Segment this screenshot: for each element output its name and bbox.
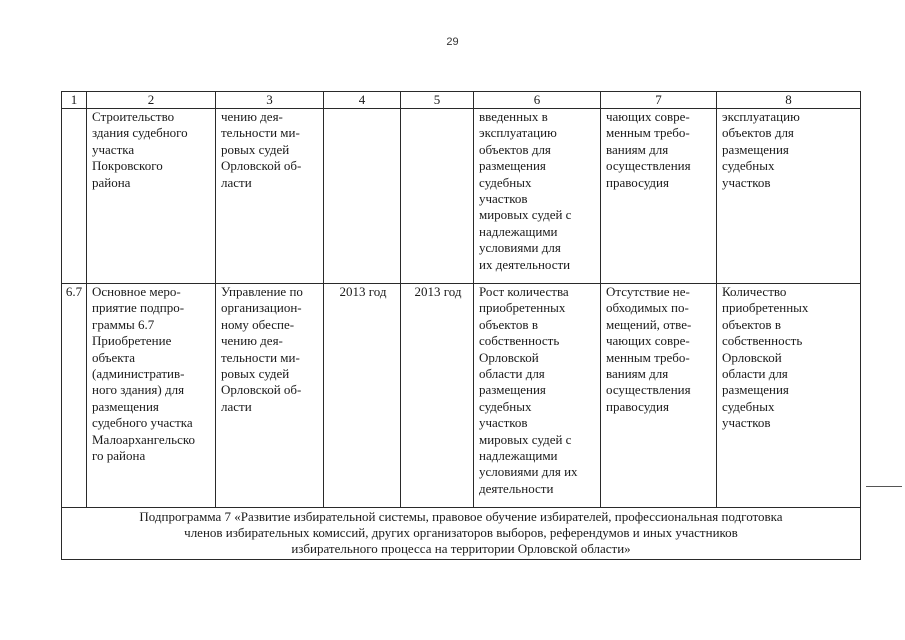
margin-mark — [866, 486, 902, 487]
cell-text-line: правосудия — [606, 398, 669, 414]
cell-text-line: приобретенных — [722, 300, 809, 316]
cell-text-line: участков — [722, 415, 771, 431]
cell-text-line: Орловской — [722, 349, 782, 365]
cell-text-line: здания судебного — [92, 125, 188, 141]
column-number: 2 — [87, 92, 216, 109]
cell-expected-result — [474, 109, 601, 284]
cell-indicator — [717, 284, 861, 508]
cell-consequences — [601, 284, 717, 508]
cell-text-line: ного здания) для — [92, 382, 185, 398]
cell-text-line: тельности ми- — [221, 125, 300, 141]
cell-text-line: собственность — [722, 333, 803, 349]
cell-text-line: ваниям для — [606, 366, 669, 382]
column-number: 6 — [474, 92, 601, 109]
cell-text-line: граммы 6.7 — [92, 316, 155, 332]
cell-text-line: правосудия — [606, 174, 669, 190]
cell-text-line: менным требо- — [606, 349, 690, 365]
measures-table — [61, 91, 861, 560]
table-row-continued — [62, 109, 861, 284]
cell-text-line: Управление по — [221, 284, 303, 299]
cell-text-line: приятие подпро- — [92, 300, 185, 316]
cell-text-line: Количество — [722, 284, 787, 299]
cell-text-line: Приобретение — [92, 333, 172, 349]
cell-text-line: ровых судей — [221, 366, 290, 382]
cell-text-line: Основное меро- — [92, 284, 181, 299]
cell-text-line: чающих совре- — [606, 333, 690, 349]
cell-text-line: участка — [92, 141, 135, 157]
cell-text-line: 6.7 — [65, 284, 83, 299]
cell-text-line: размещения — [722, 382, 789, 398]
column-number: 7 — [601, 92, 717, 109]
cell-text-line: судебных — [722, 158, 775, 174]
cell-text-line: надлежащими — [479, 223, 558, 239]
cell-text-line: членов избирательных комиссий, других организаторов выборов, референдумов и иных участников — [184, 525, 738, 540]
cell-text-line: размещения — [479, 158, 546, 174]
cell-text-line: Строительство — [92, 109, 175, 124]
cell-text-line: судебного участка — [92, 415, 193, 431]
cell-text-line: их деятельности — [479, 256, 571, 272]
cell-text-line: ному обеспе- — [221, 316, 295, 332]
cell-text-line: 2013 год — [414, 284, 462, 299]
column-number: 8 — [717, 92, 861, 109]
cell-executor — [216, 284, 324, 508]
cell-text-line: ласти — [221, 174, 252, 190]
column-number: 1 — [62, 92, 87, 109]
column-number: 3 — [216, 92, 324, 109]
cell-text-line: объектов для — [479, 141, 551, 157]
cell-text-line: мировых судей с — [479, 207, 572, 223]
column-number: 5 — [401, 92, 474, 109]
cell-text-line: 2013 год — [339, 284, 387, 299]
cell-text-line: области для — [722, 366, 788, 382]
cell-text-line: Рост количества — [479, 284, 569, 299]
cell-text-line: размещения — [479, 382, 546, 398]
cell-text-line: менным требо- — [606, 125, 690, 141]
cell-text-line: избирательного процесса на территории Орловской области» — [291, 541, 631, 556]
cell-executor — [216, 109, 324, 284]
cell-measure-name — [87, 284, 216, 508]
cell-text-line: Малоархангельско — [92, 431, 196, 447]
cell-text-line: мировых судей с — [479, 431, 572, 447]
cell-number — [62, 109, 87, 284]
column-number: 4 — [324, 92, 401, 109]
cell-text-line: Покровского — [92, 158, 163, 174]
cell-text-line: условиями для их — [479, 464, 578, 480]
cell-text-line: объектов в — [479, 316, 538, 332]
cell-end-year — [401, 109, 474, 284]
cell-text-line: участков — [479, 191, 528, 207]
cell-text-line: Орловской — [479, 349, 539, 365]
cell-text-line: участков — [722, 174, 771, 190]
cell-text-line: организацион- — [221, 300, 302, 316]
cell-text-line: осуществления — [606, 382, 691, 398]
cell-text-line: Орловской об- — [221, 158, 302, 174]
cell-number — [62, 284, 87, 508]
cell-text-line: объектов в — [722, 316, 781, 332]
cell-text-line: судебных — [479, 174, 532, 190]
cell-text-line: условиями для — [479, 240, 561, 256]
table-row-6-7 — [62, 284, 861, 508]
cell-text-line: Орловской об- — [221, 382, 302, 398]
cell-text-line: обходимых по- — [606, 300, 689, 316]
cell-text-line: Отсутствие не- — [606, 284, 690, 299]
cell-text-line: приобретенных — [479, 300, 566, 316]
page-number: 29 — [446, 36, 459, 48]
cell-text-line: чающих совре- — [606, 109, 690, 124]
cell-text-line: района — [92, 174, 131, 190]
cell-text-line: ровых судей — [221, 141, 290, 157]
cell-text-line: собственность — [479, 333, 560, 349]
cell-text-line: размещения — [722, 141, 789, 157]
column-number-row — [62, 92, 861, 109]
cell-text-line: судебных — [722, 398, 775, 414]
cell-text-line: Подпрограмма 7 «Развитие избирательной системы, правовое обучение избирателей, профессиональная подготовка — [139, 509, 783, 524]
cell-indicator — [717, 109, 861, 284]
cell-start-year — [324, 284, 401, 508]
cell-text-line: области для — [479, 366, 545, 382]
cell-text-line: участков — [479, 415, 528, 431]
cell-text-line: эксплуатацию — [722, 109, 800, 124]
cell-measure-name — [87, 109, 216, 284]
subprogram-row — [62, 508, 861, 560]
cell-text-line: тельности ми- — [221, 349, 300, 365]
cell-text-line: судебных — [479, 398, 532, 414]
cell-text-line: эксплуатацию — [479, 125, 557, 141]
cell-text-line: объектов для — [722, 125, 794, 141]
cell-end-year — [401, 284, 474, 508]
cell-text-line: надлежащими — [479, 448, 558, 464]
subprogram-7-title — [62, 508, 861, 560]
cell-text-line: чению дея- — [221, 333, 283, 349]
cell-text-line: введенных в — [479, 109, 548, 124]
cell-start-year — [324, 109, 401, 284]
cell-text-line: ваниям для — [606, 141, 669, 157]
cell-text-line: размещения — [92, 398, 159, 414]
cell-text-line: чению дея- — [221, 109, 283, 124]
cell-text-line: ласти — [221, 398, 252, 414]
cell-expected-result — [474, 284, 601, 508]
cell-text-line: деятельности — [479, 480, 554, 496]
cell-consequences — [601, 109, 717, 284]
cell-text-line: объекта — [92, 349, 136, 365]
cell-text-line: мещений, отве- — [606, 316, 692, 332]
cell-text-line: (административ- — [92, 366, 185, 382]
cell-text-line: осуществления — [606, 158, 691, 174]
cell-text-line: го района — [92, 448, 146, 464]
